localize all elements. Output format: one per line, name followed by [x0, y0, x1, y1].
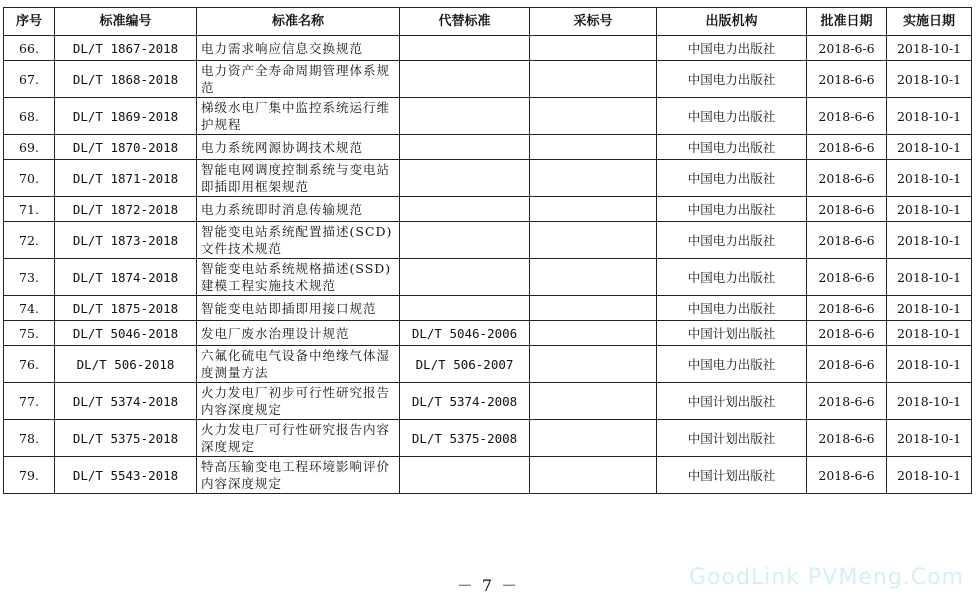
cell-adopted [530, 420, 657, 457]
cell-name: 火力发电厂可行性研究报告内容深度规定 [197, 420, 400, 457]
cell-publisher: 中国电力出版社 [657, 296, 807, 321]
cell-effective: 2018-10-1 [887, 61, 972, 98]
cell-code: DL/T 1875-2018 [55, 296, 197, 321]
table-row [4, 61, 972, 98]
cell-adopted [530, 36, 657, 61]
cell-effective: 2018-10-1 [887, 420, 972, 457]
watermark: GoodLink PVMeng.Com [689, 565, 964, 590]
cell-publisher: 中国计划出版社 [657, 420, 807, 457]
cell-code: DL/T 1874-2018 [55, 259, 197, 296]
cell-no: 73. [4, 259, 55, 296]
cell-replaces: DL/T 5375-2008 [400, 420, 530, 457]
cell-code: DL/T 1870-2018 [55, 135, 197, 160]
table-header-row [4, 8, 972, 36]
table-row [4, 197, 972, 222]
table-row [4, 98, 972, 135]
table-row [4, 321, 972, 346]
table-row [4, 160, 972, 197]
cell-replaces [400, 197, 530, 222]
cell-approved: 2018-6-6 [807, 61, 887, 98]
cell-publisher: 中国电力出版社 [657, 135, 807, 160]
cell-code: DL/T 5543-2018 [55, 457, 197, 494]
cell-replaces [400, 457, 530, 494]
cell-replaces [400, 259, 530, 296]
cell-adopted [530, 321, 657, 346]
cell-name: 智能变电站系统配置描述(SCD)文件技术规范 [197, 222, 400, 259]
cell-publisher: 中国计划出版社 [657, 457, 807, 494]
cell-name: 六氟化硫电气设备中绝缘气体湿度测量方法 [197, 346, 400, 383]
standards-table [3, 7, 972, 494]
cell-adopted [530, 61, 657, 98]
cell-publisher: 中国电力出版社 [657, 61, 807, 98]
cell-no: 69. [4, 135, 55, 160]
header-replaces: 代替标准 [400, 8, 530, 36]
cell-replaces [400, 296, 530, 321]
cell-no: 78. [4, 420, 55, 457]
cell-approved: 2018-6-6 [807, 383, 887, 420]
header-name: 标准名称 [197, 8, 400, 36]
cell-code: DL/T 1869-2018 [55, 98, 197, 135]
cell-no: 74. [4, 296, 55, 321]
cell-replaces [400, 222, 530, 259]
cell-name: 电力需求响应信息交换规范 [197, 36, 400, 61]
table-row [4, 36, 972, 61]
cell-no: 71. [4, 197, 55, 222]
cell-adopted [530, 222, 657, 259]
cell-name: 智能电网调度控制系统与变电站即插即用框架规范 [197, 160, 400, 197]
cell-approved: 2018-6-6 [807, 98, 887, 135]
cell-effective: 2018-10-1 [887, 98, 972, 135]
cell-code: DL/T 1867-2018 [55, 36, 197, 61]
cell-approved: 2018-6-6 [807, 321, 887, 346]
cell-replaces: DL/T 5046-2006 [400, 321, 530, 346]
cell-no: 75. [4, 321, 55, 346]
cell-code: DL/T 1868-2018 [55, 61, 197, 98]
cell-no: 79. [4, 457, 55, 494]
cell-replaces [400, 160, 530, 197]
cell-code: DL/T 5046-2018 [55, 321, 197, 346]
cell-approved: 2018-6-6 [807, 259, 887, 296]
cell-no: 77. [4, 383, 55, 420]
table-row [4, 383, 972, 420]
cell-approved: 2018-6-6 [807, 346, 887, 383]
cell-replaces [400, 61, 530, 98]
cell-effective: 2018-10-1 [887, 259, 972, 296]
table-row [4, 296, 972, 321]
cell-approved: 2018-6-6 [807, 36, 887, 61]
cell-name: 电力资产全寿命周期管理体系规范 [197, 61, 400, 98]
cell-approved: 2018-6-6 [807, 160, 887, 197]
table-row [4, 135, 972, 160]
cell-approved: 2018-6-6 [807, 222, 887, 259]
cell-name: 电力系统即时消息传输规范 [197, 197, 400, 222]
cell-approved: 2018-6-6 [807, 197, 887, 222]
cell-approved: 2018-6-6 [807, 296, 887, 321]
cell-publisher: 中国电力出版社 [657, 346, 807, 383]
cell-effective: 2018-10-1 [887, 160, 972, 197]
cell-effective: 2018-10-1 [887, 346, 972, 383]
cell-replaces [400, 98, 530, 135]
cell-publisher: 中国电力出版社 [657, 259, 807, 296]
cell-adopted [530, 457, 657, 494]
cell-no: 66. [4, 36, 55, 61]
cell-effective: 2018-10-1 [887, 383, 972, 420]
cell-approved: 2018-6-6 [807, 420, 887, 457]
cell-name: 智能变电站即插即用接口规范 [197, 296, 400, 321]
cell-effective: 2018-10-1 [887, 296, 972, 321]
cell-adopted [530, 160, 657, 197]
cell-name: 智能变电站系统规格描述(SSD)建模工程实施技术规范 [197, 259, 400, 296]
cell-code: DL/T 1871-2018 [55, 160, 197, 197]
cell-name: 梯级水电厂集中监控系统运行维护规程 [197, 98, 400, 135]
header-adopted: 采标号 [530, 8, 657, 36]
cell-publisher: 中国电力出版社 [657, 98, 807, 135]
header-approved: 批准日期 [807, 8, 887, 36]
cell-effective: 2018-10-1 [887, 135, 972, 160]
cell-code: DL/T 1873-2018 [55, 222, 197, 259]
cell-code: DL/T 1872-2018 [55, 197, 197, 222]
cell-no: 76. [4, 346, 55, 383]
cell-adopted [530, 98, 657, 135]
cell-adopted [530, 197, 657, 222]
cell-effective: 2018-10-1 [887, 197, 972, 222]
cell-adopted [530, 135, 657, 160]
cell-effective: 2018-10-1 [887, 321, 972, 346]
cell-name: 火力发电厂初步可行性研究报告内容深度规定 [197, 383, 400, 420]
cell-approved: 2018-6-6 [807, 135, 887, 160]
table-row [4, 259, 972, 296]
table-row [4, 420, 972, 457]
cell-effective: 2018-10-1 [887, 457, 972, 494]
cell-replaces [400, 36, 530, 61]
cell-code: DL/T 5375-2018 [55, 420, 197, 457]
cell-name: 特高压输变电工程环境影响评价内容深度规定 [197, 457, 400, 494]
cell-publisher: 中国电力出版社 [657, 160, 807, 197]
cell-name: 电力系统网源协调技术规范 [197, 135, 400, 160]
table-row [4, 457, 972, 494]
cell-effective: 2018-10-1 [887, 222, 972, 259]
cell-adopted [530, 296, 657, 321]
cell-replaces: DL/T 5374-2008 [400, 383, 530, 420]
page-number: － 7 － [456, 576, 520, 595]
cell-name: 发电厂废水治理设计规范 [197, 321, 400, 346]
cell-adopted [530, 346, 657, 383]
cell-approved: 2018-6-6 [807, 457, 887, 494]
cell-adopted [530, 383, 657, 420]
cell-publisher: 中国电力出版社 [657, 197, 807, 222]
cell-adopted [530, 259, 657, 296]
header-code: 标准编号 [55, 8, 197, 36]
cell-replaces: DL/T 506-2007 [400, 346, 530, 383]
cell-replaces [400, 135, 530, 160]
header-no: 序号 [4, 8, 55, 36]
cell-code: DL/T 506-2018 [55, 346, 197, 383]
header-publisher: 出版机构 [657, 8, 807, 36]
cell-publisher: 中国计划出版社 [657, 321, 807, 346]
cell-publisher: 中国计划出版社 [657, 383, 807, 420]
cell-no: 70. [4, 160, 55, 197]
cell-no: 68. [4, 98, 55, 135]
cell-no: 72. [4, 222, 55, 259]
cell-publisher: 中国电力出版社 [657, 222, 807, 259]
header-effective: 实施日期 [887, 8, 972, 36]
cell-no: 67. [4, 61, 55, 98]
table-row [4, 222, 972, 259]
cell-publisher: 中国电力出版社 [657, 36, 807, 61]
cell-effective: 2018-10-1 [887, 36, 972, 61]
table-row [4, 346, 972, 383]
cell-code: DL/T 5374-2018 [55, 383, 197, 420]
